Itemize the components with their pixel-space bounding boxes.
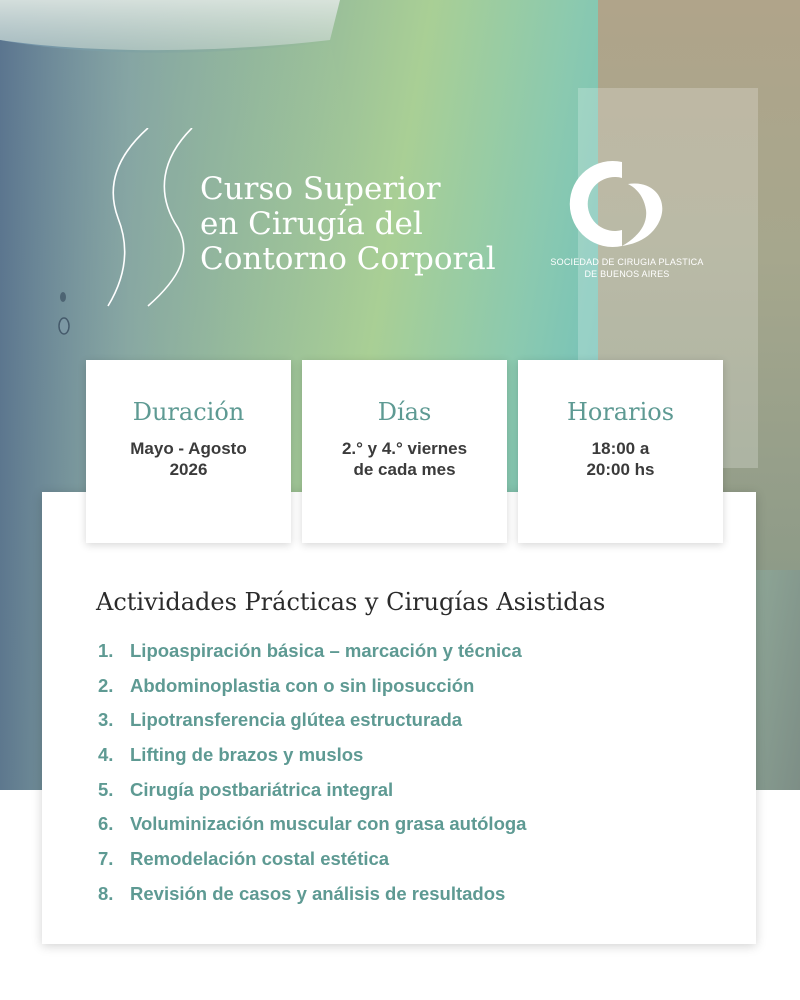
list-item-text: Cirugía postbariátrica integral: [130, 778, 394, 800]
society-name-line2: DE BUENOS AIRES: [584, 269, 670, 279]
society-logo-icon: [566, 158, 674, 250]
list-item-number: 4.: [98, 744, 114, 766]
schedule-value-line1: 18:00 a: [591, 439, 650, 458]
list-item-text: Voluminización muscular con grasa autóloga: [130, 813, 527, 835]
course-title-line2: en Cirugía del: [200, 206, 423, 242]
list-item: [98, 813, 526, 848]
society-name-line1: SOCIEDAD DE CIRUGIA PLASTICA: [550, 257, 704, 267]
list-item-text: Lifting de brazos y muslos: [130, 744, 364, 766]
list-item-number: 5.: [98, 778, 114, 800]
list-item-number: 6.: [98, 813, 114, 835]
course-title-line1: Curso Superior: [200, 171, 441, 207]
list-item-number: 1.: [98, 640, 114, 661]
list-item: [98, 883, 526, 918]
activities-list: [98, 640, 526, 918]
list-item-text: Lipotransferencia glútea estructurada: [130, 709, 463, 731]
list-item-text: Revisión de casos y análisis de resultados: [130, 882, 506, 904]
list-item-number: 3.: [98, 709, 114, 731]
course-title-line3: Contorno Corporal: [200, 241, 496, 277]
days-card: [302, 360, 507, 543]
duration-value: [86, 438, 291, 480]
schedule-value: [518, 438, 723, 480]
schedule-value-line2: 20:00 hs: [586, 460, 655, 479]
duration-value-line2: 2026: [169, 460, 208, 479]
list-item: [98, 675, 526, 710]
schedule-card: [518, 360, 723, 543]
list-item: [98, 709, 526, 744]
course-title: [200, 172, 530, 277]
society-name: [535, 256, 719, 280]
days-heading: Días: [377, 398, 432, 426]
schedule-heading: Horarios: [566, 398, 675, 426]
days-value: [302, 438, 507, 480]
body-outline-icon: [100, 128, 200, 308]
list-item-text: Remodelación costal estética: [130, 848, 390, 870]
activities-title: Actividades Prácticas y Cirugías Asistidas: [96, 588, 606, 616]
days-value-line2: de cada mes: [353, 460, 456, 479]
list-item-number: 2.: [98, 674, 114, 696]
list-item-text: Lipoaspiración básica – marcación y técnica: [130, 640, 522, 661]
duration-heading: Duración: [132, 398, 245, 426]
list-item-number: 8.: [98, 882, 114, 904]
list-item: [98, 848, 526, 883]
duration-card: [86, 360, 291, 543]
list-item: [98, 744, 526, 779]
duration-value-line1: Mayo - Agosto: [130, 439, 247, 458]
list-item-text: Abdominoplastia con o sin liposucción: [130, 674, 475, 696]
list-item-number: 7.: [98, 848, 114, 870]
list-item: [98, 640, 526, 675]
days-value-line1: 2.° y 4.° viernes: [341, 439, 468, 458]
list-item: [98, 779, 526, 814]
